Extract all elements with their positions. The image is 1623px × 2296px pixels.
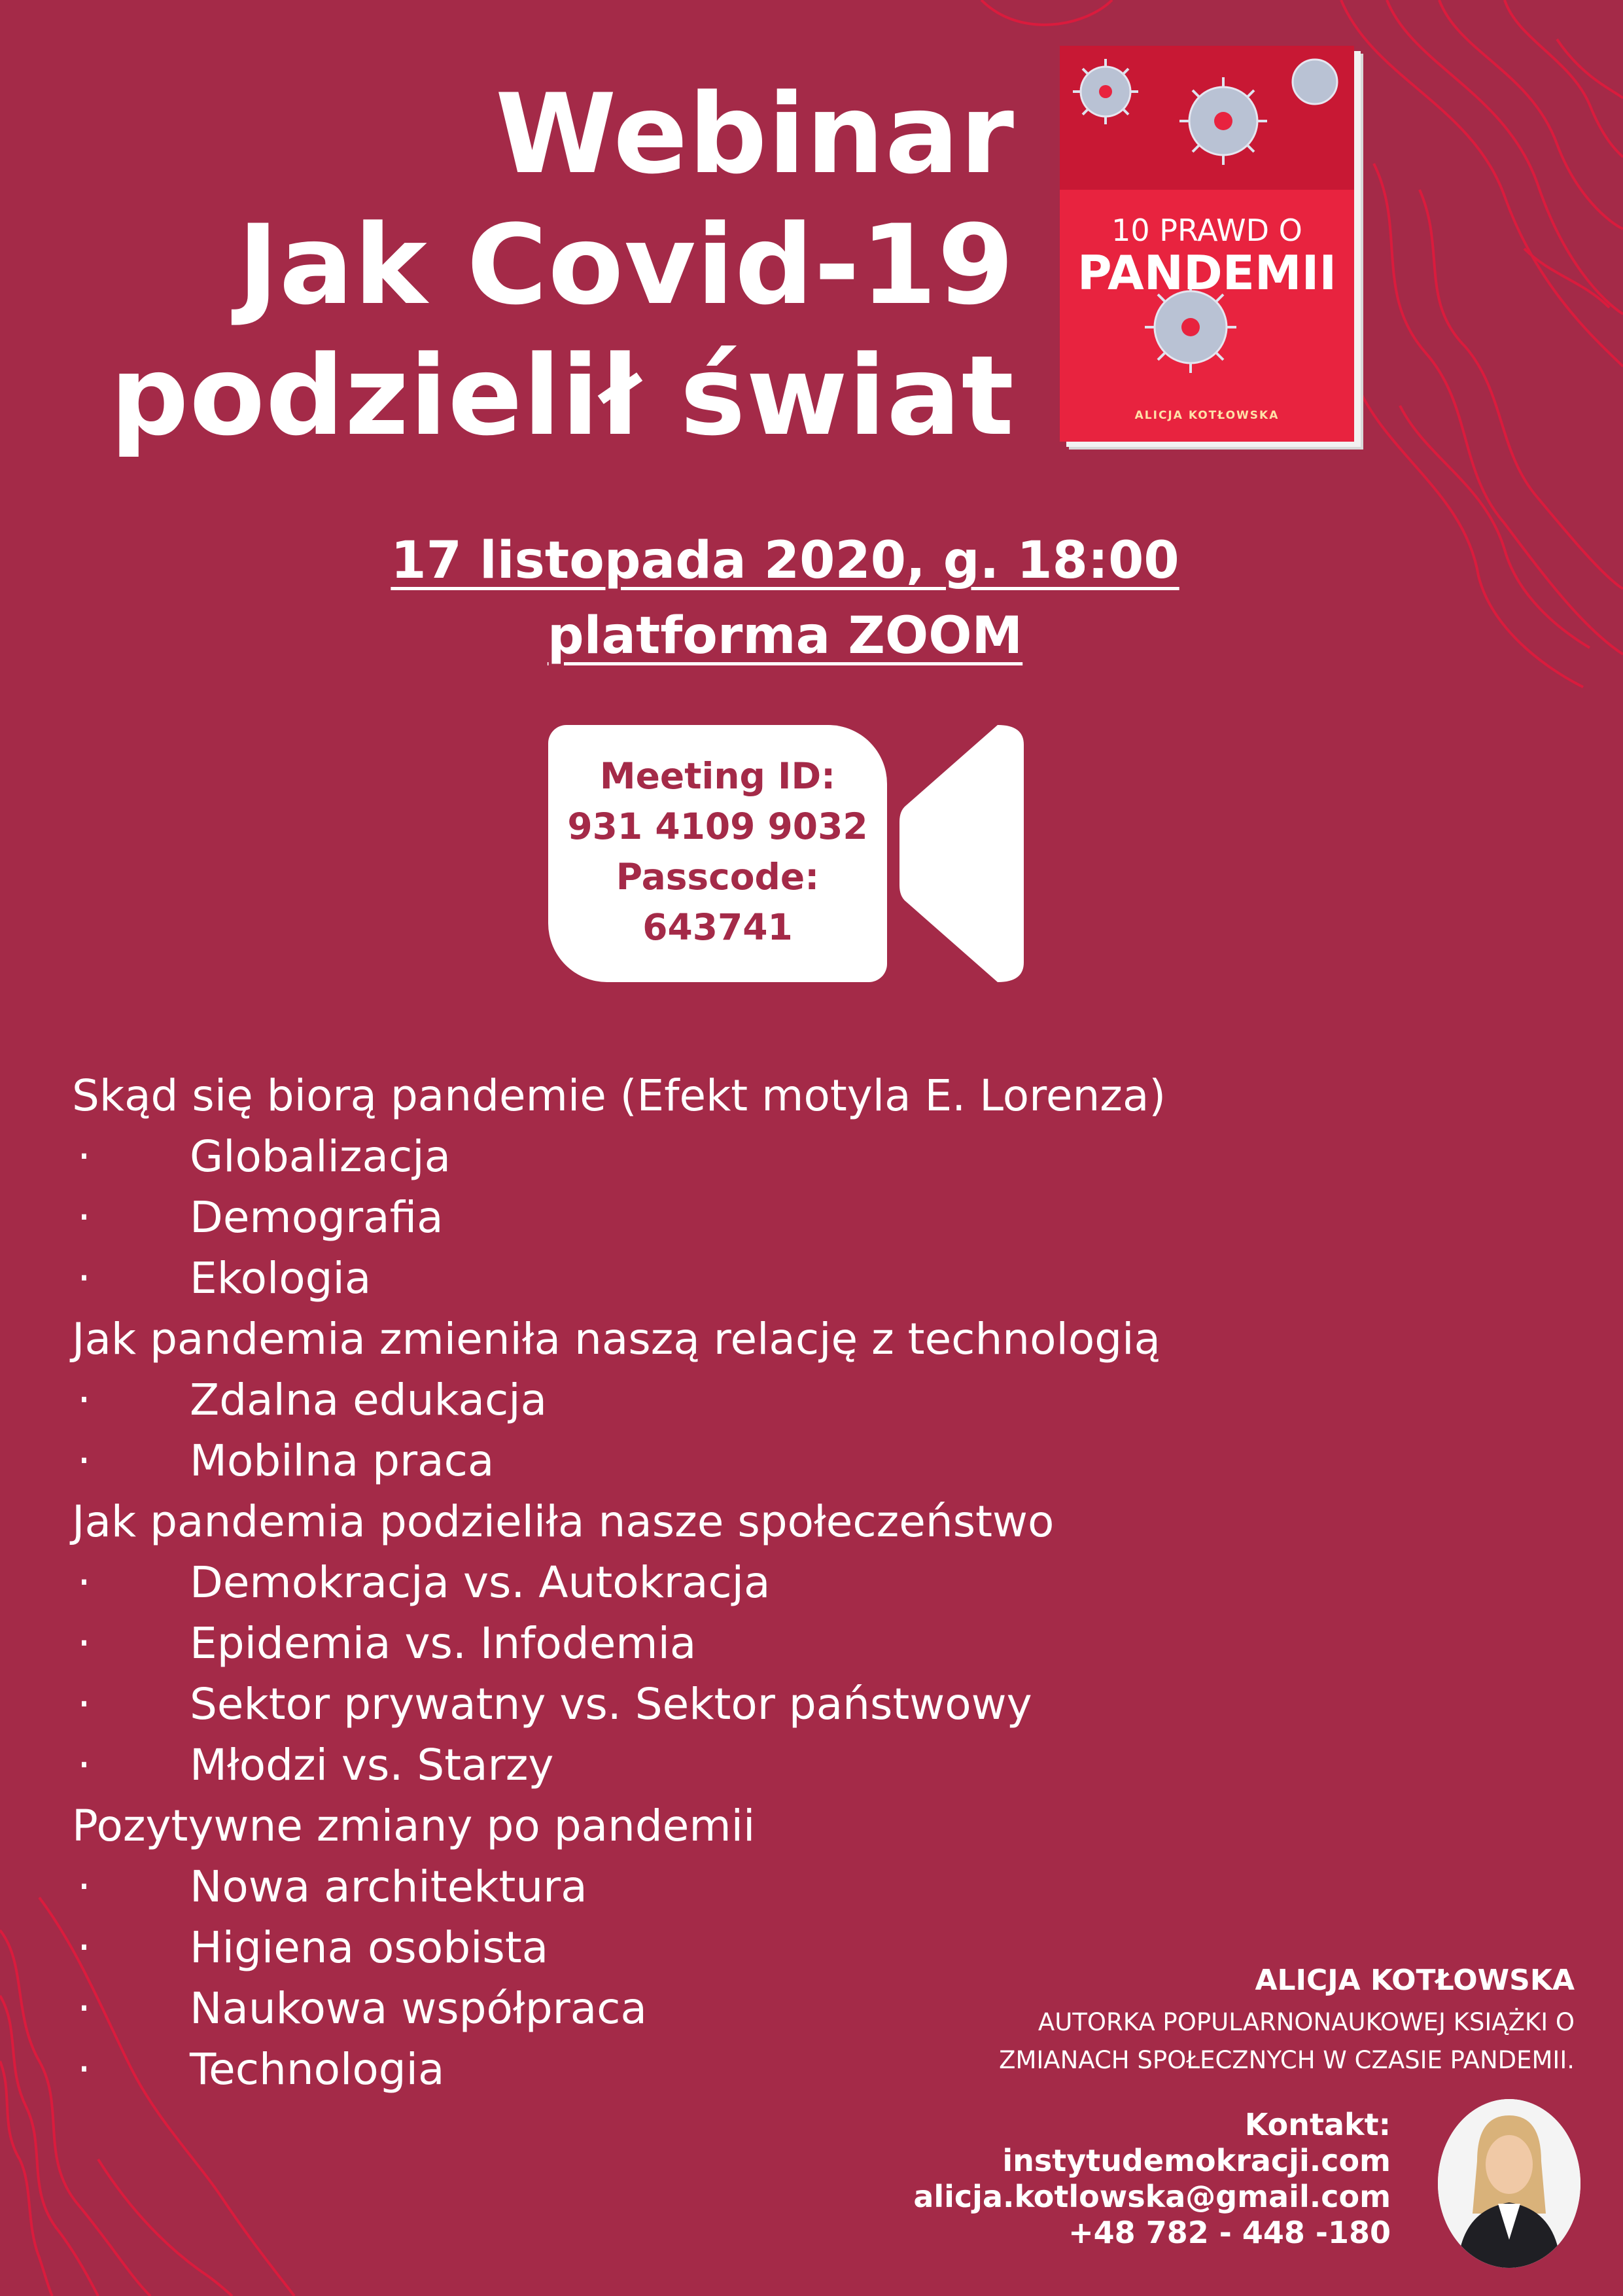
title-line-2: Jak Covid-19: [237, 201, 1015, 329]
passcode-value: 643741: [642, 906, 793, 948]
agenda-heading: Jak pandemia zmieniła naszą relację z technologią: [72, 1314, 1161, 1364]
agenda-item: · Ekologia: [72, 1248, 1166, 1309]
bullet-icon: ·: [77, 1131, 91, 1182]
title-line-1: Webinar: [495, 70, 1015, 198]
agenda-item: · Epidemia vs. Infodemia: [72, 1613, 1166, 1674]
agenda-item: · Naukowa współpraca: [72, 1978, 1166, 2039]
bullet-icon: ·: [77, 1862, 91, 1912]
bullet-icon: ·: [77, 1557, 91, 1608]
contact-label: Kontakt:: [1244, 2107, 1391, 2142]
book-author: ALICJA KOTŁOWSKA: [1134, 409, 1280, 422]
agenda-heading: Pozytywne zmiany po pandemii: [72, 1801, 756, 1851]
bullet-icon: ·: [77, 1253, 91, 1303]
book-cover-image: [1060, 46, 1367, 451]
book-title-line-1: 10 PRAWD O: [1111, 213, 1302, 248]
bullet-icon: ·: [77, 1618, 91, 1669]
contact-website[interactable]: instytudemokracji.com: [1002, 2143, 1391, 2178]
agenda-heading: Jak pandemia podzieliła nasze społeczeństwo: [72, 1496, 1055, 1547]
agenda-item: · Demografia: [72, 1187, 1166, 1248]
agenda-item: · Technologia: [72, 2039, 1166, 2100]
event-platform: platforma ZOOM: [547, 607, 1023, 665]
camera-icon-lens: [899, 725, 1024, 982]
agenda-item: · Mobilna praca: [72, 1430, 1166, 1491]
author-info: [999, 1958, 1575, 2079]
bullet-icon: ·: [77, 1192, 91, 1243]
agenda-item: · Sektor prywatny vs. Sektor państwowy: [72, 1674, 1166, 1735]
author-photo: [1438, 2099, 1580, 2268]
bullet-icon: ·: [77, 1922, 91, 1973]
meeting-id-label: Meeting ID:: [599, 755, 836, 797]
meeting-details: [548, 751, 887, 953]
agenda-heading: Skąd się biorą pandemie (Efekt motyla E. Lorenza): [72, 1070, 1166, 1121]
bullet-icon: ·: [77, 1740, 91, 1790]
event-info: [0, 523, 1570, 674]
author-description-2: ZMIANACH SPOŁECZNYCH W CZASIE PANDEMII.: [999, 2046, 1575, 2074]
author-description-1: AUTORKA POPULARNONAUKOWEJ KSIĄŻKI O: [1038, 2008, 1575, 2036]
agenda-item: · Zdalna edukacja: [72, 1369, 1166, 1430]
agenda-item: · Demokracja vs. Autokracja: [72, 1552, 1166, 1613]
agenda-list: [72, 1065, 1166, 2100]
title-line-3: podzielił świat: [110, 332, 1015, 460]
agenda-item: · Higiena osobista: [72, 1917, 1166, 1978]
person-icon: [1438, 2099, 1580, 2268]
contact-phone: +48 782 - 448 -180: [1068, 2215, 1391, 2250]
bullet-icon: ·: [77, 2044, 91, 2094]
contact-block: [913, 2107, 1391, 2251]
passcode-label: Passcode:: [616, 856, 820, 898]
agenda-item: · Globalizacja: [72, 1126, 1166, 1187]
book-title-line-2: PANDEMII: [1077, 245, 1337, 300]
webinar-title: [110, 69, 1015, 461]
contact-email[interactable]: alicja.kotlowska@gmail.com: [913, 2179, 1391, 2214]
bullet-icon: ·: [77, 1436, 91, 1486]
bullet-icon: ·: [77, 1679, 91, 1729]
meeting-id-value: 931 4109 9032: [567, 805, 868, 847]
book-cover: [1060, 46, 1354, 442]
bullet-icon: ·: [77, 1375, 91, 1425]
event-date: 17 listopada 2020, g. 18:00: [391, 531, 1179, 590]
author-name: ALICJA KOTŁOWSKA: [1255, 1964, 1575, 1997]
bullet-icon: ·: [77, 1983, 91, 2034]
agenda-item: · Młodzi vs. Starzy: [72, 1735, 1166, 1795]
agenda-item: · Nowa architektura: [72, 1856, 1166, 1917]
